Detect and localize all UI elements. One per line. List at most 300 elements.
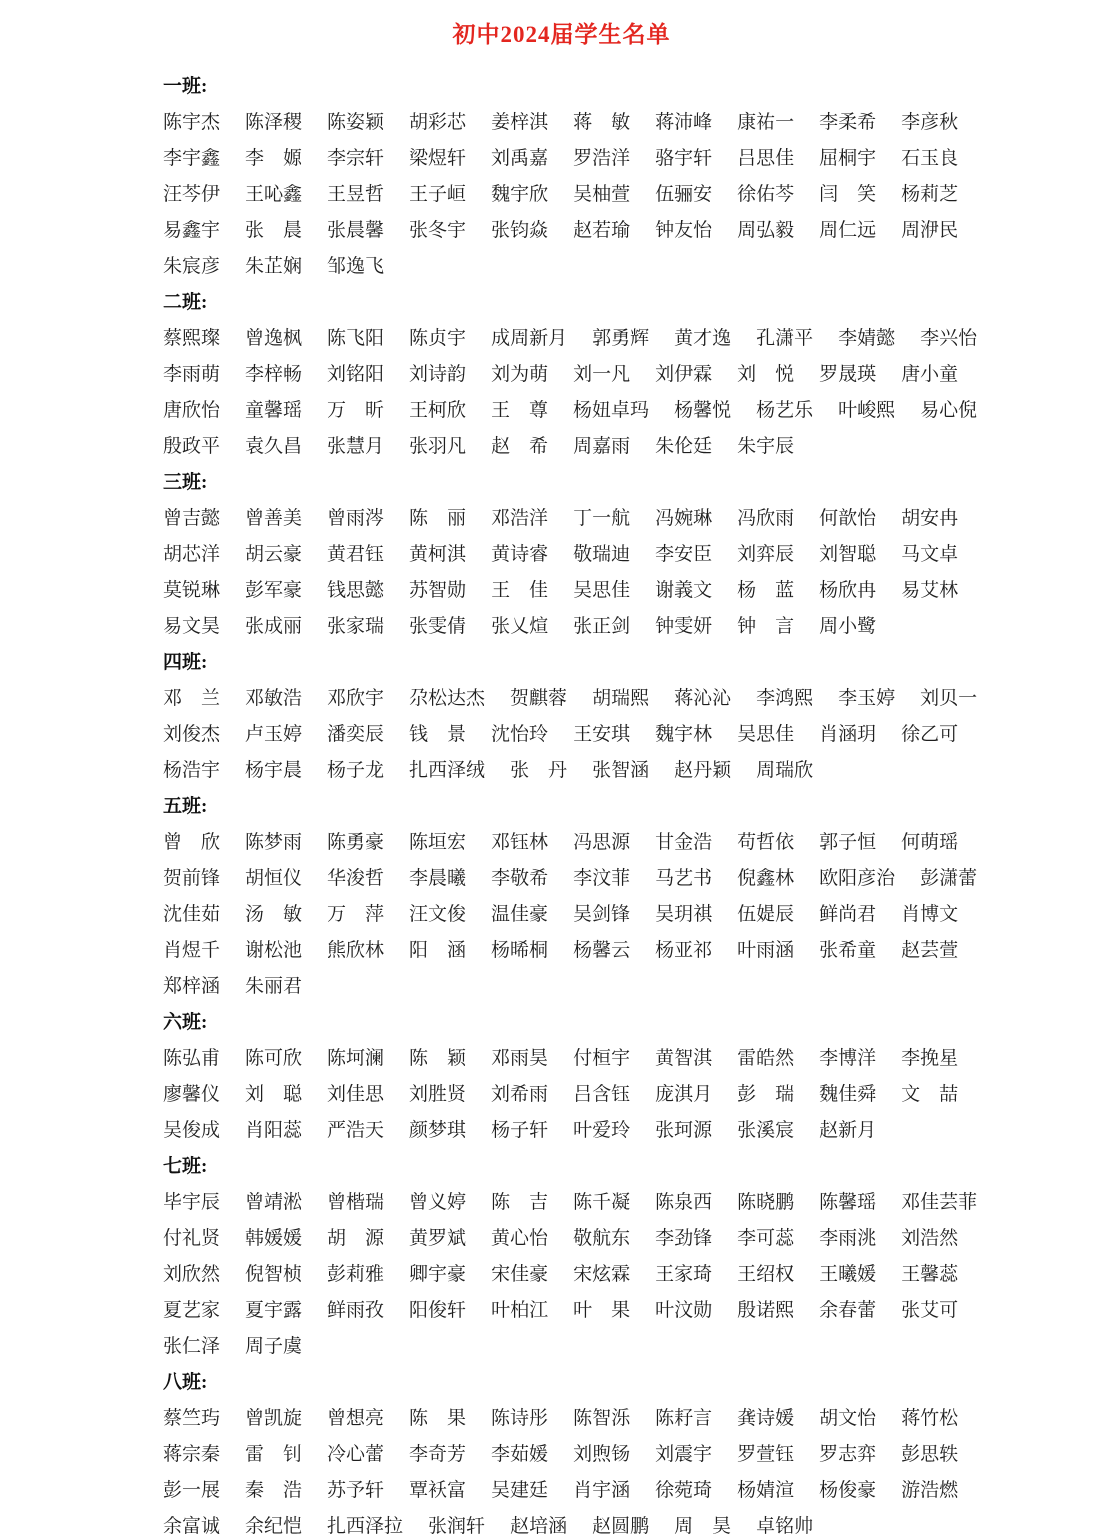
student-name: 张晨馨: [327, 220, 385, 241]
student-name: 熊欣林: [327, 940, 385, 961]
student-name: 陈垣宏: [409, 832, 467, 853]
student-name: 易鑫宇: [163, 220, 221, 241]
name-row: [163, 112, 960, 134]
student-name: 张成丽: [245, 616, 303, 637]
student-name: 黄才逸: [674, 328, 732, 349]
student-name: 吕含钰: [573, 1084, 631, 1105]
name-row: [163, 616, 960, 638]
student-name: 黄诗睿: [491, 544, 549, 565]
student-name: 朱芷娴: [245, 256, 303, 277]
student-name: 李 嫄: [245, 148, 303, 169]
student-name: 杨宇晨: [245, 760, 303, 781]
student-name: 周瑞欣: [756, 760, 814, 781]
student-name: 唐小童: [901, 364, 959, 385]
student-name: 周弘毅: [737, 220, 795, 241]
student-name: 敬航东: [573, 1228, 631, 1249]
student-name: 陈弘甫: [163, 1048, 221, 1069]
student-name: 魏宇欣: [491, 184, 549, 205]
student-name: 李鸿熙: [756, 688, 814, 709]
student-name: 魏宇林: [655, 724, 713, 745]
student-name: 朱宸彦: [163, 256, 221, 277]
student-name: 邹逸飞: [327, 256, 385, 277]
student-name: 骆宇轩: [655, 148, 713, 169]
student-name: 陈贞宇: [409, 328, 467, 349]
student-name: 陈宇杰: [163, 112, 221, 133]
student-name: 刘贝一: [920, 688, 978, 709]
student-name: 杨艺乐: [756, 400, 814, 421]
student-name: 陈梦雨: [245, 832, 303, 853]
student-name: 王 尊: [491, 400, 549, 421]
student-name: 张希童: [819, 940, 877, 961]
student-name: 李奇芳: [409, 1444, 467, 1465]
student-name: 张家瑞: [327, 616, 385, 637]
student-name: 蒋沁沁: [674, 688, 732, 709]
student-name: 吴思佳: [737, 724, 795, 745]
student-name: 庞淇月: [655, 1084, 713, 1105]
student-name: 曾义婷: [409, 1192, 467, 1213]
student-name: 李雨萌: [163, 364, 221, 385]
student-name: 苟哲依: [737, 832, 795, 853]
student-name: 阳 涵: [409, 940, 467, 961]
student-name: 吴建廷: [491, 1480, 549, 1501]
student-name: 龚诗媛: [737, 1408, 795, 1429]
student-name: 叶 果: [573, 1300, 631, 1321]
student-name: 张羽凡: [409, 436, 467, 457]
name-row: [163, 832, 960, 854]
student-name: 屈桐宇: [819, 148, 877, 169]
student-name: 胡瑞熙: [592, 688, 650, 709]
student-name: 严浩天: [327, 1120, 385, 1141]
student-name: 赵丹颖: [674, 760, 732, 781]
student-name: 陈勇豪: [327, 832, 385, 853]
class-label: 二班:: [163, 292, 208, 313]
student-name: 曾善美: [245, 508, 303, 529]
student-name: 曾逸枫: [245, 328, 303, 349]
student-name: 万 萍: [327, 904, 385, 925]
student-name: 蔡竺玙: [163, 1408, 221, 1429]
student-name: 赵圆鹏: [592, 1516, 650, 1537]
student-name: 李挽星: [901, 1048, 959, 1069]
student-name: 蒋竹松: [901, 1408, 959, 1429]
student-name: 陈坷澜: [327, 1048, 385, 1069]
student-name: 潘奕辰: [327, 724, 385, 745]
student-name: 钱 景: [409, 724, 467, 745]
name-row: [163, 184, 960, 206]
student-name: 姜梓淇: [491, 112, 549, 133]
student-name: 韩媛媛: [245, 1228, 303, 1249]
student-name: 陈 颖: [409, 1048, 467, 1069]
student-name: 朱宇辰: [737, 436, 795, 457]
student-name: 杨亚祁: [655, 940, 713, 961]
student-name: 刘一凡: [573, 364, 631, 385]
student-name: 廖馨仪: [163, 1084, 221, 1105]
student-name: 付桓宇: [573, 1048, 631, 1069]
student-name: 钟 言: [737, 616, 795, 637]
student-name: 张润轩: [428, 1516, 486, 1537]
class-section: [163, 471, 960, 638]
student-name: 刘智聪: [819, 544, 877, 565]
student-name: 曾想亮: [327, 1408, 385, 1429]
student-name: 苏予轩: [327, 1480, 385, 1501]
class-section: [163, 1011, 960, 1142]
student-name: 沈佳茹: [163, 904, 221, 925]
student-name: 徐佑芩: [737, 184, 795, 205]
student-name: 叶雨涵: [737, 940, 795, 961]
student-name: 陈 吉: [491, 1192, 549, 1213]
student-name: 付礼贤: [163, 1228, 221, 1249]
student-name: 陈 丽: [409, 508, 467, 529]
student-name: 夏宇露: [245, 1300, 303, 1321]
student-name: 万 昕: [327, 400, 385, 421]
student-name: 吴思佳: [573, 580, 631, 601]
student-name: 黄智淇: [655, 1048, 713, 1069]
student-name: 罗志弈: [819, 1444, 877, 1465]
student-name: 卢玉婷: [245, 724, 303, 745]
student-name: 周嘉雨: [573, 436, 631, 457]
student-name: 李兴怡: [920, 328, 978, 349]
student-name: 李安臣: [655, 544, 713, 565]
student-name: 杨妞卓玛: [573, 400, 650, 421]
student-name: 张慧月: [327, 436, 385, 457]
student-name: 赵若瑜: [573, 220, 631, 241]
name-row: [163, 508, 960, 530]
class-label: 六班:: [163, 1012, 208, 1033]
student-name: 杨馨云: [573, 940, 631, 961]
student-name: 冯婉琳: [655, 508, 713, 529]
student-name: 刘诗韵: [409, 364, 467, 385]
class-label: 五班:: [163, 796, 208, 817]
student-name: 赵培涵: [510, 1516, 568, 1537]
name-row: [163, 868, 978, 890]
student-name: 李玉婷: [838, 688, 896, 709]
name-row: [163, 1516, 960, 1538]
student-name: 陈姿颖: [327, 112, 385, 133]
student-name: 王安琪: [573, 724, 631, 745]
student-name: 冯欣雨: [737, 508, 795, 529]
student-name: 邓 兰: [163, 688, 220, 709]
student-name: 王 佳: [491, 580, 549, 601]
student-name: 易艾林: [901, 580, 959, 601]
name-row: [163, 1084, 960, 1106]
student-name: 李可蕊: [737, 1228, 795, 1249]
name-row: [163, 1444, 960, 1466]
student-name: 彭 瑞: [737, 1084, 795, 1105]
name-row: [163, 580, 960, 602]
name-row: [163, 940, 960, 962]
student-name: 温佳豪: [491, 904, 549, 925]
student-name: 李婧懿: [838, 328, 896, 349]
student-name: 殷诺熙: [737, 1300, 795, 1321]
student-name: 鲜雨孜: [327, 1300, 385, 1321]
student-name: 李劲锋: [655, 1228, 713, 1249]
student-name: 余春蕾: [819, 1300, 877, 1321]
student-name: 黄罗斌: [409, 1228, 467, 1249]
student-name: 孔潇平: [756, 328, 814, 349]
name-row: [163, 544, 960, 566]
name-row: [163, 1120, 960, 1142]
student-name: 杨子轩: [491, 1120, 549, 1141]
name-row: [163, 1408, 960, 1430]
student-name: 丁一航: [573, 508, 631, 529]
student-name: 曾雨涔: [327, 508, 385, 529]
student-name: 肖涵玥: [819, 724, 877, 745]
student-name: 黄君钰: [327, 544, 385, 565]
student-name: 刘禹嘉: [491, 148, 549, 169]
student-name: 陈馨瑶: [819, 1192, 877, 1213]
student-name: 曾凯旋: [245, 1408, 303, 1429]
student-name: 吕思佳: [737, 148, 795, 169]
student-name: 蒋 敏: [573, 112, 631, 133]
student-name: 陈耔言: [655, 1408, 713, 1429]
student-name: 蔡熙璨: [163, 328, 221, 349]
student-name: 刘希雨: [491, 1084, 549, 1105]
student-name: 宋佳豪: [491, 1264, 549, 1285]
student-name: 王家琦: [655, 1264, 713, 1285]
student-name: 甘金浩: [655, 832, 713, 853]
student-name: 杨子龙: [327, 760, 385, 781]
student-name: 华浚哲: [327, 868, 385, 889]
student-name: 魏佳舜: [819, 1084, 877, 1105]
name-row: [163, 220, 960, 242]
student-name: 张冬宇: [409, 220, 467, 241]
student-name: 吴剑锋: [573, 904, 631, 925]
student-name: 刘为萌: [491, 364, 549, 385]
student-name: 李彦秋: [901, 112, 959, 133]
student-name: 周仁远: [819, 220, 877, 241]
name-row: [163, 1228, 960, 1250]
student-name: 张智涵: [592, 760, 650, 781]
student-name: 周子虞: [245, 1336, 303, 1357]
student-name: 成周新月: [491, 328, 568, 349]
student-name: 王绍权: [737, 1264, 795, 1285]
student-name: 文 喆: [901, 1084, 959, 1105]
student-name: 汪文俊: [409, 904, 467, 925]
student-name: 张溪宸: [737, 1120, 795, 1141]
student-name: 张钧焱: [491, 220, 549, 241]
class-section: [163, 795, 978, 998]
student-name: 徐菀琦: [655, 1480, 713, 1501]
student-name: 郭勇辉: [592, 328, 650, 349]
student-name: 石玉良: [901, 148, 959, 169]
student-name: 杨欣冉: [819, 580, 877, 601]
student-name: 宋炫霖: [573, 1264, 631, 1285]
student-name: 刘伊霖: [655, 364, 713, 385]
student-name: 陈泽稷: [245, 112, 303, 133]
student-name: 刘铭阳: [327, 364, 385, 385]
student-name: 谢義文: [655, 580, 713, 601]
student-name: 何歆怡: [819, 508, 877, 529]
student-name: 叶汶勋: [655, 1300, 713, 1321]
student-name: 刘佳思: [327, 1084, 385, 1105]
student-name: 伍骊安: [655, 184, 713, 205]
student-name: 赵 希: [491, 436, 549, 457]
student-name: 朱丽君: [245, 976, 303, 997]
class-label: 七班:: [163, 1156, 208, 1177]
student-name: 王馨蕊: [901, 1264, 959, 1285]
student-name: 郭子恒: [819, 832, 877, 853]
student-name: 陈智泺: [573, 1408, 631, 1429]
student-name: 易心倪: [920, 400, 978, 421]
student-name: 徐乙可: [901, 724, 959, 745]
student-name: 张仁泽: [163, 1336, 221, 1357]
student-name: 刘 聪: [245, 1084, 303, 1105]
student-name: 刘煦钖: [573, 1444, 631, 1465]
student-name: 李雨洮: [819, 1228, 877, 1249]
name-row: [163, 760, 960, 782]
student-name: 扎西泽拉: [327, 1516, 404, 1537]
student-name: 陈飞阳: [327, 328, 385, 349]
student-name: 张珂源: [655, 1120, 713, 1141]
student-name: 雷皓然: [737, 1048, 795, 1069]
student-name: 彭潇蕾: [920, 868, 978, 889]
student-name: 杨晞桐: [491, 940, 549, 961]
student-name: 欧阳彦治: [819, 868, 896, 889]
student-name: 钱思懿: [327, 580, 385, 601]
student-name: 刘 悦: [737, 364, 795, 385]
student-name: 周洢民: [901, 220, 959, 241]
student-name: 彭莉雅: [327, 1264, 385, 1285]
student-name: 汪芩伊: [163, 184, 221, 205]
student-name: 唐欣怡: [163, 400, 221, 421]
name-row: [163, 1192, 978, 1214]
student-name: 肖博文: [901, 904, 959, 925]
student-name: 秦 浩: [245, 1480, 303, 1501]
student-name: 王柯欣: [409, 400, 467, 421]
student-name: 曾楷瑞: [327, 1192, 385, 1213]
student-name: 吴玥祺: [655, 904, 713, 925]
student-name: 张正剑: [573, 616, 631, 637]
student-name: 李梓畅: [245, 364, 303, 385]
student-name: 钟雯妍: [655, 616, 713, 637]
student-name: 谢松池: [245, 940, 303, 961]
student-name: 张雯倩: [409, 616, 467, 637]
student-name: 叶柏江: [491, 1300, 549, 1321]
student-name: 王曦媛: [819, 1264, 877, 1285]
student-name: 冯思源: [573, 832, 631, 853]
student-name: 殷政平: [163, 436, 221, 457]
student-name: 杨婧渲: [737, 1480, 795, 1501]
student-name: 李敬希: [491, 868, 549, 889]
student-name: 刘弈辰: [737, 544, 795, 565]
student-name: 胡 源: [327, 1228, 385, 1249]
name-row: [163, 1264, 960, 1286]
page-title: 初中2024届学生名单: [452, 22, 671, 47]
student-name: 卓铭帅: [756, 1516, 814, 1537]
student-name: 杨馨悦: [674, 400, 732, 421]
student-name: 胡云豪: [245, 544, 303, 565]
student-name: 陈晓鹏: [737, 1192, 795, 1213]
student-name: 汤 敏: [245, 904, 303, 925]
student-name: 罗萱钰: [737, 1444, 795, 1465]
student-name: 刘俊杰: [163, 724, 221, 745]
student-name: 敬瑞迪: [573, 544, 631, 565]
student-name: 彭军豪: [245, 580, 303, 601]
name-row: [163, 724, 960, 746]
student-name: 赵芸萱: [901, 940, 959, 961]
student-name: 张 晨: [245, 220, 303, 241]
student-name: 游浩燃: [901, 1480, 959, 1501]
student-name: 张乂煊: [491, 616, 549, 637]
student-name: 苏智勋: [409, 580, 467, 601]
student-name: 李柔希: [819, 112, 877, 133]
student-name: 李晨曦: [409, 868, 467, 889]
student-name: 邓敏浩: [245, 688, 303, 709]
student-name: 胡恒仪: [245, 868, 303, 889]
student-name: 刘欣然: [163, 1264, 221, 1285]
class-label: 一班:: [163, 76, 208, 97]
student-name: 扎西泽绒: [409, 760, 486, 781]
student-name: 覃袄富: [409, 1480, 467, 1501]
student-name: 胡彩芯: [409, 112, 467, 133]
name-row: [163, 436, 960, 458]
name-row: [163, 256, 960, 278]
student-name: 倪鑫林: [737, 868, 795, 889]
student-name: 邓浩洋: [491, 508, 549, 529]
student-name: 邓钰林: [491, 832, 549, 853]
class-section: [163, 291, 978, 458]
name-row: [163, 1048, 960, 1070]
class-label: 四班:: [163, 652, 208, 673]
student-name: 鲜尚君: [819, 904, 877, 925]
student-name: 蒋沛峰: [655, 112, 713, 133]
name-row: [163, 1480, 960, 1502]
student-name: 雷 钊: [245, 1444, 303, 1465]
student-name: 赵新月: [819, 1120, 877, 1141]
student-name: 陈千凝: [573, 1192, 631, 1213]
name-row: [163, 364, 960, 386]
student-name: 贺麒蓉: [510, 688, 568, 709]
student-name: 陈泉西: [655, 1192, 713, 1213]
student-name: 冷心蕾: [327, 1444, 385, 1465]
student-name: 贺前锋: [163, 868, 221, 889]
student-name: 马文卓: [901, 544, 959, 565]
student-name: 曾靖淞: [245, 1192, 303, 1213]
student-name: 黄柯淇: [409, 544, 467, 565]
student-name: 杨俊豪: [819, 1480, 877, 1501]
student-name: 杨 蓝: [737, 580, 795, 601]
student-name: 陈诗彤: [491, 1408, 549, 1429]
student-name: 刘胜贤: [409, 1084, 467, 1105]
class-label: 三班:: [163, 472, 208, 493]
student-name: 陈可欣: [245, 1048, 303, 1069]
class-section: [163, 1371, 960, 1538]
student-name: 吴柚萱: [573, 184, 631, 205]
student-name: 毕宇辰: [163, 1192, 221, 1213]
student-name: 易文昊: [163, 616, 221, 637]
student-name: 刘震宇: [655, 1444, 713, 1465]
name-row: [163, 904, 960, 926]
student-name: 吴俊成: [163, 1120, 221, 1141]
student-name: 肖煜千: [163, 940, 221, 961]
student-name: 邓雨昊: [491, 1048, 549, 1069]
student-name: 肖阳蕊: [245, 1120, 303, 1141]
student-name: 莫锐琳: [163, 580, 221, 601]
student-name: 李宇鑫: [163, 148, 221, 169]
student-name: 倪智桢: [245, 1264, 303, 1285]
student-name: 童馨瑶: [245, 400, 303, 421]
student-name: 张 丹: [510, 760, 568, 781]
student-name: 彭思轶: [901, 1444, 959, 1465]
name-row: [163, 688, 978, 710]
student-name: 袁久昌: [245, 436, 303, 457]
student-name: 张艾可: [901, 1300, 959, 1321]
student-name: 李博洋: [819, 1048, 877, 1069]
name-row: [163, 1300, 960, 1322]
class-label: 八班:: [163, 1372, 208, 1393]
name-row: [163, 328, 978, 350]
class-section: [163, 75, 960, 278]
student-name: 黄心怡: [491, 1228, 549, 1249]
